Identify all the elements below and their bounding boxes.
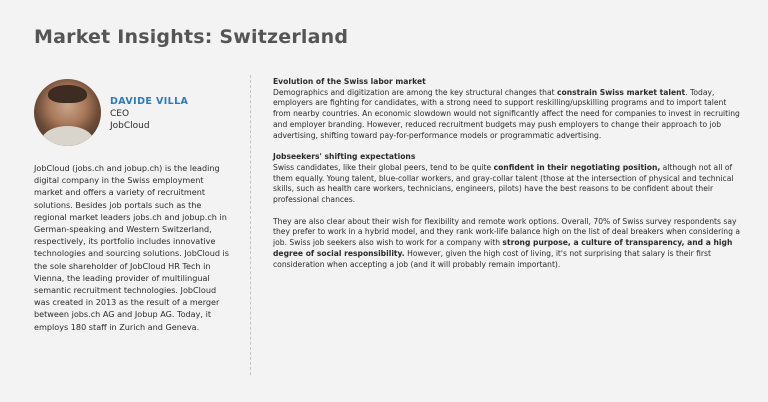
bold-phrase: constrain Swiss market talent: [557, 87, 686, 97]
company-description: JobCloud (jobs.ch and jobup.ch) is the leading digital company in the Swiss employment market and offers a variety of recruitment solutions. Besides job portals such as the regional market leaders jobs.ch and jobup.ch in German-speaking and Western Switzerland, respectively, its portfolio includes innovative technologies and sourcing solutions. JobCloud is the sole shareholder of JobCloud HR Tech in Vienna, the leading provider of multilingual semantic recruitment technologies. JobCloud was created in 2013 as the result of a merger between jobs.ch AG and Jobup AG. Today, it employs 180 staff in Zurich and Geneva.: [34, 163, 230, 332]
avatar-shirt: [42, 126, 93, 146]
main-content: [273, 77, 741, 281]
page-title: Market Insights: Switzerland: [34, 26, 349, 48]
avatar: [34, 79, 101, 146]
paragraph-expectations-2: [273, 217, 741, 271]
paragraph-evolution: [273, 88, 741, 142]
bold-phrase: strong purpose, a culture of transparency, and a high degree of social responsibility.: [273, 238, 733, 258]
section-heading-evolution: Evolution of the Swiss labor market: [273, 77, 426, 86]
text-span: They are also clear about their wish for flexibility and remote work options. Overall, 70% of Swiss survey respondents say they prefer to work in a hybrid model, and they rank work-life balance high on the list of deal breakers when considering a job. Swiss job seekers also wish to work for a company with: [273, 216, 740, 248]
text-span: However, given the high cost of living, it's not surprising that salary is their first consideration when accepting a job (and it will probably remain important).: [273, 248, 711, 269]
person-name: DAVIDE VILLA: [110, 96, 189, 107]
text-span: Swiss candidates, like their global peers, tend to be quite: [273, 162, 494, 172]
bold-phrase: confident in their negotiating position,: [493, 162, 661, 172]
person-role: CEO: [110, 109, 130, 119]
column-divider: [250, 75, 251, 375]
avatar-hair: [48, 85, 87, 103]
paragraph-expectations-1: [273, 163, 741, 206]
section-heading-expectations: Jobseekers' shifting expectations: [273, 152, 416, 162]
text-span: although not all of them equally. Young talent, blue-collar workers, and gray-collar talent (those at the intersection of physical and technical skills, such as health care workers, technicians, engineers, pilots) have the best reasons to be confident about their professional chances.: [273, 162, 734, 205]
person-company: JobCloud: [110, 121, 150, 131]
text-span: . Today, employers are fighting for candidates, with a strong need to support reskilling/upskilling programs and to import talent from nearby countries. An economic slowdown would not significantly affect the need for companies to invest in recruiting and employer branding. However, reduced recruitment budgets may push employers to change their approach to job advertising, shifting toward pay-for-performance models or programmatic advertising.: [273, 87, 740, 140]
text-span: Demographics and digitization are among the key structural changes that: [273, 87, 557, 97]
